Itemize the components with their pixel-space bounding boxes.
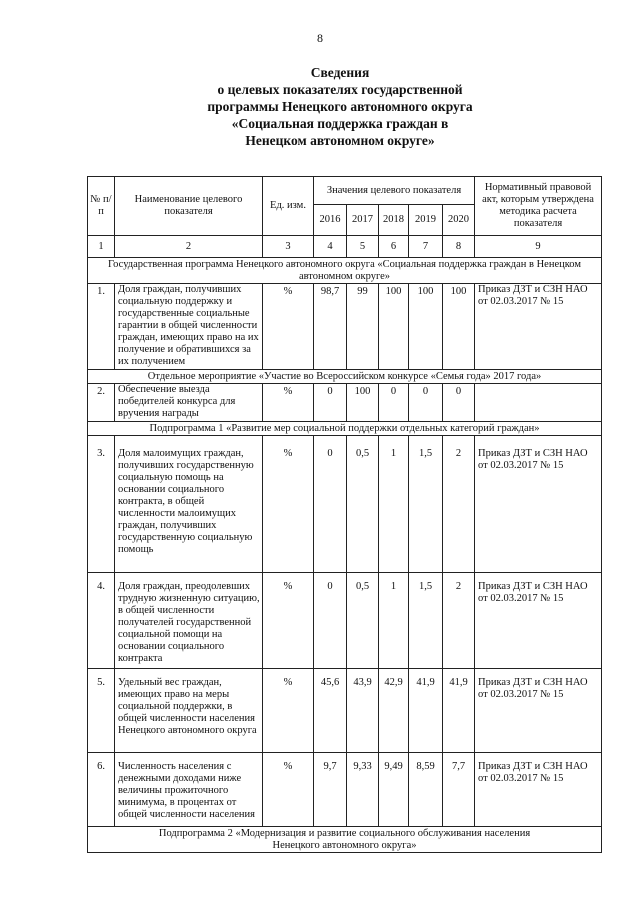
column-number: 7 — [409, 236, 443, 258]
unit-cell: % — [263, 669, 314, 753]
indicator-name: Обеспечение выезда победителей конкурса для вручения награды — [115, 384, 263, 422]
header-year: 2018 — [379, 205, 409, 236]
value-cell: 100 — [443, 284, 475, 370]
row-number: 2. — [88, 384, 115, 422]
value-cell: 0 — [314, 573, 347, 669]
page-number: 8 — [317, 31, 323, 45]
norm-act: Приказ ДЗТ и СЗН НАО от 02.03.2017 № 15 — [475, 753, 602, 827]
value-cell: 0,5 — [347, 573, 379, 669]
column-number: 5 — [347, 236, 379, 258]
unit-cell: % — [263, 753, 314, 827]
indicator-name: Численность населения с денежными доходами ниже величины прожиточного минимума, в процентах от общей численности населения — [115, 753, 263, 827]
header-unit: Ед. изм. — [263, 177, 314, 236]
document-title — [0, 64, 640, 149]
row-number: 5. — [88, 669, 115, 753]
value-cell: 41,9 — [443, 669, 475, 753]
value-cell: 2 — [443, 436, 475, 573]
value-cell: 0 — [443, 384, 475, 422]
header-name: Наименование целевого показателя — [115, 177, 263, 236]
norm-act: Приказ ДЗТ и СЗН НАО от 02.03.2017 № 15 — [475, 669, 602, 753]
value-cell: 1,5 — [409, 573, 443, 669]
title-line: Ненецком автономном округе» — [245, 133, 435, 148]
value-cell: 8,59 — [409, 753, 443, 827]
row-number: 3. — [88, 436, 115, 573]
header-year: 2019 — [409, 205, 443, 236]
norm-act — [475, 384, 602, 422]
indicator-name: Доля граждан, преодолевших трудную жизненную ситуацию, в общей численности получателей государственной социальной помощи на основании социального контракта — [115, 573, 263, 669]
norm-act: Приказ ДЗТ и СЗН НАО от 02.03.2017 № 15 — [475, 436, 602, 573]
column-number: 3 — [263, 236, 314, 258]
value-cell: 99 — [347, 284, 379, 370]
indicators-table — [87, 176, 602, 853]
value-cell: 42,9 — [379, 669, 409, 753]
section-program: Государственная программа Ненецкого автономного округа «Социальная поддержка граждан в Ненецком автономном округе» — [88, 258, 602, 284]
title-line: программы Ненецкого автономного округа — [207, 99, 473, 114]
column-number: 2 — [115, 236, 263, 258]
row-number: 4. — [88, 573, 115, 669]
unit-cell: % — [263, 284, 314, 370]
title-line: о целевых показателях государственной — [217, 82, 463, 97]
section-subprogram-2: Подпрограмма 2 «Модернизация и развитие социального обслуживания населения Ненецкого автономного округа» — [88, 827, 602, 853]
section-event: Отдельное мероприятие «Участие во Всероссийском конкурсе «Семья года» 2017 года» — [88, 370, 602, 384]
column-number: 6 — [379, 236, 409, 258]
value-cell: 1 — [379, 436, 409, 573]
row-number: 6. — [88, 753, 115, 827]
value-cell: 0,5 — [347, 436, 379, 573]
norm-act: Приказ ДЗТ и СЗН НАО от 02.03.2017 № 15 — [475, 573, 602, 669]
norm-act: Приказ ДЗТ и СЗН НАО от 02.03.2017 № 15 — [475, 284, 602, 370]
column-number: 1 — [88, 236, 115, 258]
value-cell: 98,7 — [314, 284, 347, 370]
column-number: 8 — [443, 236, 475, 258]
header-norm: Нормативный правовой акт, которым утверждена методика расчета показателя — [475, 177, 602, 236]
value-cell: 9,7 — [314, 753, 347, 827]
value-cell: 1,5 — [409, 436, 443, 573]
value-cell: 7,7 — [443, 753, 475, 827]
value-cell: 100 — [409, 284, 443, 370]
indicator-name: Доля граждан, получивших социальную поддержку и государственные социальные гарантии в общей численности граждан, имеющих право на их получение и обратившихся за их получением — [115, 284, 263, 370]
title-line: «Социальная поддержка граждан в — [231, 116, 449, 131]
value-cell: 0 — [379, 384, 409, 422]
column-number: 4 — [314, 236, 347, 258]
section-subprogram-1: Подпрограмма 1 «Развитие мер социальной поддержки отдельных категорий граждан» — [88, 422, 602, 436]
title-line: Сведения — [310, 65, 370, 80]
header-values-group: Значения целевого показателя — [314, 177, 475, 205]
value-cell: 1 — [379, 573, 409, 669]
value-cell: 45,6 — [314, 669, 347, 753]
indicator-name: Доля малоимущих граждан, получивших государственную социальную помощь на основании социального контракта, в общей численности малоимущих граждан, получивших государственную социальную помощь — [115, 436, 263, 573]
header-year: 2020 — [443, 205, 475, 236]
value-cell: 100 — [379, 284, 409, 370]
value-cell: 0 — [314, 384, 347, 422]
header-num: № п/п — [88, 177, 115, 236]
column-number: 9 — [475, 236, 602, 258]
row-number: 1. — [88, 284, 115, 370]
value-cell: 41,9 — [409, 669, 443, 753]
header-year: 2016 — [314, 205, 347, 236]
value-cell: 2 — [443, 573, 475, 669]
unit-cell: % — [263, 573, 314, 669]
header-year: 2017 — [347, 205, 379, 236]
value-cell: 0 — [409, 384, 443, 422]
indicator-name: Удельный вес граждан, имеющих право на меры социальной поддержки, в общей численности населения Ненецкого автономного округа — [115, 669, 263, 753]
value-cell: 9,49 — [379, 753, 409, 827]
unit-cell: % — [263, 384, 314, 422]
unit-cell: % — [263, 436, 314, 573]
value-cell: 0 — [314, 436, 347, 573]
value-cell: 9,33 — [347, 753, 379, 827]
value-cell: 100 — [347, 384, 379, 422]
value-cell: 43,9 — [347, 669, 379, 753]
